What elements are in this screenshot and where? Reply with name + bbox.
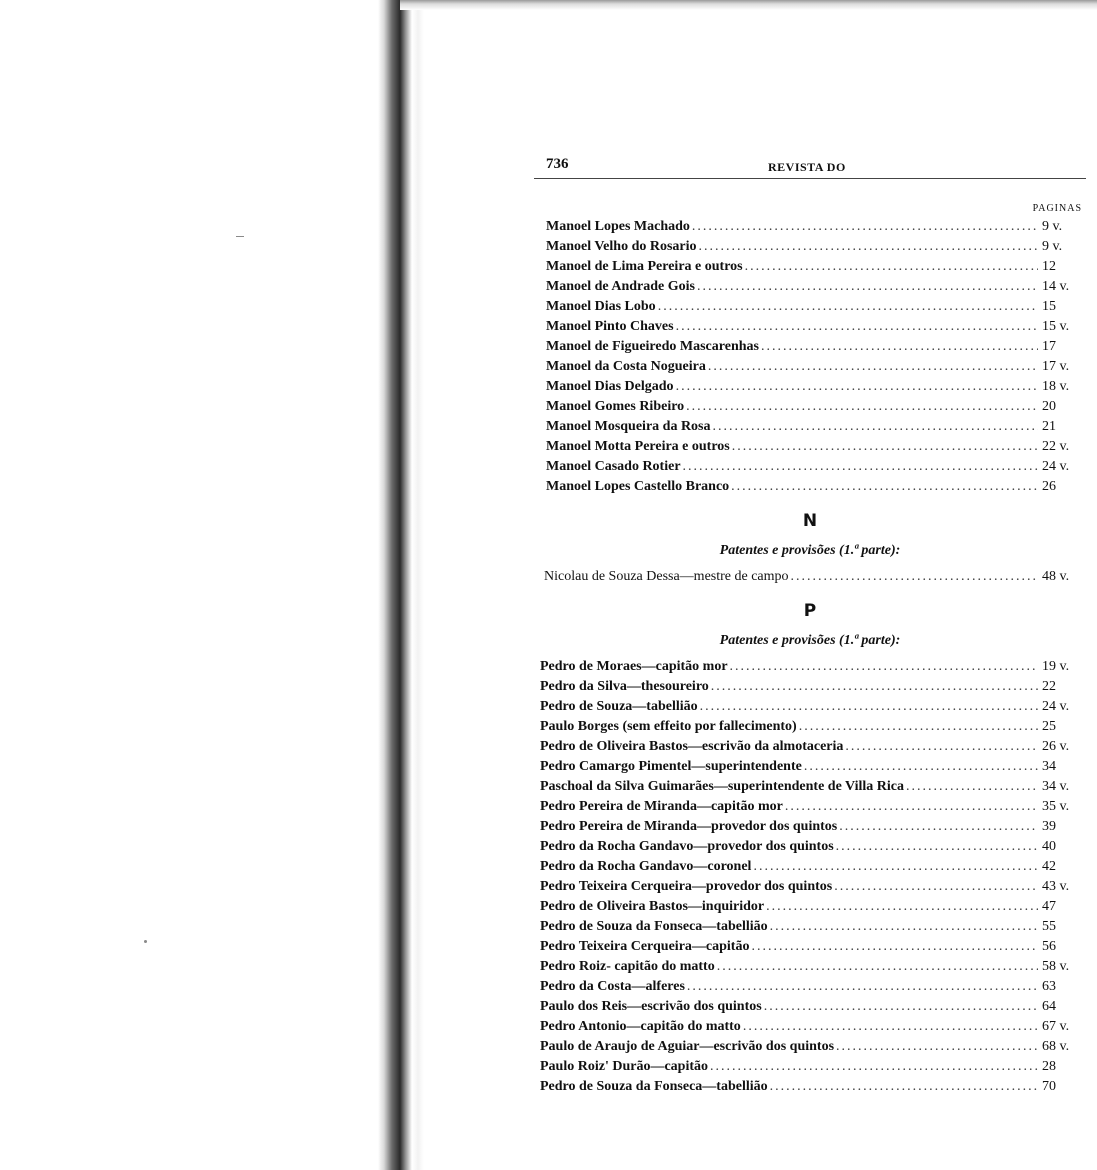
dot-leader [686,399,1038,415]
entry-page: 39 [1042,819,1056,834]
index-section-p [534,659,1086,1099]
index-entry [540,839,1086,859]
dot-leader [834,879,1038,895]
entry-name: Paulo Borges (sem effeito por fallecimento) [540,719,797,734]
page-top-edge [400,0,1097,10]
entry-name: Pedro Camargo Pimentel—superintendente [540,759,802,774]
entry-name: Pedro da Rocha Gandavo—provedor dos quintos [540,839,834,854]
index-entry [544,569,1086,589]
index-entry [540,939,1086,959]
entry-name: Manoel Lopes Castello Branco [546,479,730,494]
index-entry [540,1039,1086,1059]
entry-name: Pedro Pereira de Miranda—provedor dos quintos [540,819,838,834]
entry-name: Nicolau de Souza Dessa—mestre de campo [544,569,789,584]
index-entry [546,259,1086,279]
entry-name: Manoel Lopes Machado [546,219,690,234]
entry-page: 70 [1042,1079,1056,1094]
entry-name: Manoel Gomes Ribeiro [546,399,685,414]
entry-page: 28 [1042,1059,1056,1074]
dot-leader [713,419,1039,435]
index-entry [540,879,1086,899]
entry-page: 15 [1042,299,1056,314]
index-entry [540,1079,1086,1099]
index-entry [540,799,1086,819]
entry-page: 24 v. [1042,699,1070,714]
index-section-m [534,219,1086,499]
index-entry [540,779,1086,799]
entry-page: 20 [1042,399,1056,414]
entry-page: 24 v. [1042,459,1070,474]
entry-page: 22 v. [1042,439,1070,454]
entry-name: Manoel Motta Pereira e outros [546,439,730,454]
entry-name: Pedro da Rocha Gandavo—coronel [540,859,752,874]
dot-leader [730,659,1038,675]
entry-name: Manoel Casado Rotier [546,459,681,474]
entry-name: Pedro de Souza—tabellião [540,699,698,714]
index-entry [546,479,1086,499]
entry-name: Paulo Roiz' Durão—capitão [540,1059,708,1074]
entry-name: Paulo de Araujo de Aguiar—escrivão dos quintos [540,1039,835,1054]
entry-name: Manoel Mosqueira da Rosa [546,419,711,434]
index-entry [546,219,1086,239]
index-entry [540,739,1086,759]
index-entry [540,759,1086,779]
entry-name: Pedro da Costa—alferes [540,979,685,994]
dot-leader [687,979,1038,995]
entry-page: 9 v. [1042,219,1063,234]
book-page [534,150,1086,1099]
index-entry [540,899,1086,919]
dot-leader [731,479,1038,495]
entry-page: 22 [1042,679,1056,694]
entry-page: 48 v. [1042,569,1070,584]
index-entry [546,379,1086,399]
entry-page: 64 [1042,999,1056,1014]
index-entry [540,679,1086,699]
dot-leader [845,739,1038,755]
entry-name: Pedro de Oliveira Bastos—inquiridor [540,899,765,914]
index-entry [546,439,1086,459]
entry-name: Manoel Dias Delgado [546,379,674,394]
book-spine [378,0,424,1170]
entry-page: 67 v. [1042,1019,1070,1034]
index-entry [546,399,1086,419]
dot-leader [676,379,1038,395]
entry-page: 26 v. [1042,739,1070,754]
entry-page: 12 [1042,259,1056,274]
index-entry [546,419,1086,439]
entry-name: Pedro de Moraes—capitão mor [540,659,728,674]
index-section-n [534,569,1086,589]
entry-name: Paschoal da Silva Guimarães—superintendente de Villa Rica [540,779,905,794]
entry-name: Manoel Velho do Rosario [546,239,697,254]
dot-leader [791,569,1038,585]
entry-name: Paulo dos Reis—escrivão dos quintos [540,999,762,1014]
dot-leader [836,839,1038,855]
entry-page: 9 v. [1042,239,1063,254]
entry-page: 15 v. [1042,319,1070,334]
entry-name: Manoel Dias Lobo [546,299,656,314]
dot-leader [710,1059,1038,1075]
entry-page: 21 [1042,419,1056,434]
index-entry [546,459,1086,479]
entry-page: 56 [1042,939,1056,954]
entry-page: 17 [1042,339,1056,354]
dot-leader [753,859,1038,875]
index-entry [540,819,1086,839]
dot-leader [804,759,1038,775]
dot-leader [676,319,1038,335]
section-letter-n: N [802,511,818,531]
index-entry [540,959,1086,979]
dot-leader [743,1019,1038,1035]
index-entry [546,279,1086,299]
index-entry [540,999,1086,1019]
page-number: 736 [546,156,569,172]
entry-page: 47 [1042,899,1056,914]
dot-leader [732,439,1038,455]
pages-column-label: PAGINAS [1032,203,1082,214]
section-subtitle-p: Patentes e provisões (1.ª parte): [719,633,901,648]
entry-page: 14 v. [1042,279,1070,294]
dot-leader [799,719,1038,735]
entry-page: 26 [1042,479,1056,494]
entry-page: 35 v. [1042,799,1070,814]
running-head: REVISTA DO [768,160,846,174]
entry-name: Pedro Antonio—capitão do matto [540,1019,741,1034]
index-entry [540,859,1086,879]
entry-page: 63 [1042,979,1056,994]
entry-page: 25 [1042,719,1056,734]
page-header [534,150,1086,179]
entry-name: Pedro de Souza da Fonseca—tabellião [540,919,768,934]
index-entry [546,239,1086,259]
dot-leader [711,679,1038,695]
dot-leader [761,339,1038,355]
section-subtitle-n: Patentes e provisões (1.ª parte): [719,543,901,558]
index-entry [540,1059,1086,1079]
dot-leader [836,1039,1038,1055]
index-entry [540,979,1086,999]
entry-name: Manoel de Lima Pereira e outros [546,259,743,274]
dot-leader [658,299,1038,315]
entry-page: 17 v. [1042,359,1070,374]
dot-leader [683,459,1038,475]
dot-leader [770,919,1038,935]
index-entry [546,339,1086,359]
index-entry [546,319,1086,339]
index-entry [540,699,1086,719]
dot-leader [770,1079,1038,1095]
dot-leader [745,259,1038,275]
dot-leader [697,279,1038,295]
dot-leader [751,939,1038,955]
entry-page: 18 v. [1042,379,1070,394]
dot-leader [700,699,1038,715]
entry-name: Manoel de Figueiredo Mascarenhas [546,339,759,354]
dot-leader [692,219,1038,235]
entry-name: Manoel da Costa Nogueira [546,359,706,374]
entry-name: Pedro Pereira de Miranda—capitão mor [540,799,783,814]
entry-page: 19 v. [1042,659,1070,674]
entry-page: 34 v. [1042,779,1070,794]
scan-speck [236,236,244,237]
index-entry [540,659,1086,679]
section-letter-p: P [803,601,817,621]
entry-page: 68 v. [1042,1039,1070,1054]
entry-name: Pedro de Oliveira Bastos—escrivão da almotaceria [540,739,844,754]
entry-page: 55 [1042,919,1056,934]
entry-name: Pedro da Silva—thesoureiro [540,679,709,694]
entry-name: Pedro Teixeira Cerqueira—capitão [540,939,750,954]
dot-leader [699,239,1038,255]
entry-name: Pedro Teixeira Cerqueira—provedor dos quintos [540,879,833,894]
dot-leader [839,819,1038,835]
index-entry [540,719,1086,739]
entry-page: 43 v. [1042,879,1070,894]
entry-page: 40 [1042,839,1056,854]
dot-leader [708,359,1038,375]
index-entry [546,299,1086,319]
entry-page: 58 v. [1042,959,1070,974]
entry-page: 42 [1042,859,1056,874]
entry-name: Pedro Roiz- capitão do matto [540,959,715,974]
dot-leader [717,959,1038,975]
index-entry [540,919,1086,939]
index-entry [546,359,1086,379]
dot-leader [906,779,1038,795]
dot-leader [785,799,1038,815]
entry-name: Manoel de Andrade Gois [546,279,695,294]
index-entry [540,1019,1086,1039]
entry-name: Pedro de Souza da Fonseca—tabellião [540,1079,768,1094]
entry-page: 34 [1042,759,1056,774]
dot-leader [764,999,1038,1015]
entry-name: Manoel Pinto Chaves [546,319,674,334]
dot-leader [766,899,1038,915]
scan-speck [144,940,147,943]
